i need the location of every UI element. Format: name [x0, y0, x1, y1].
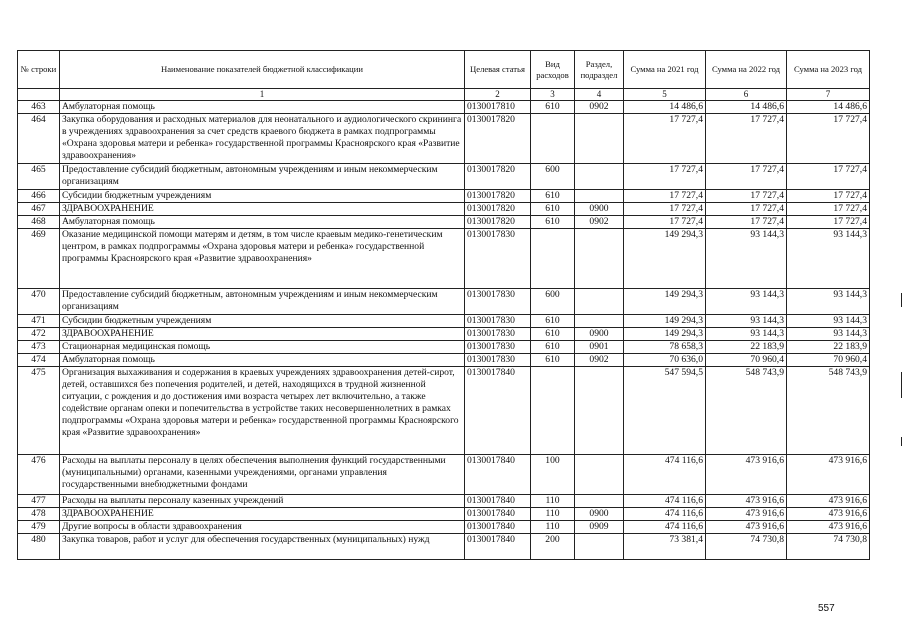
expense-type-cell	[531, 114, 575, 164]
scan-edge-mark	[901, 437, 902, 446]
row-number-cell: 470	[18, 289, 60, 315]
row-number-cell: 473	[18, 341, 60, 354]
row-number-cell: 466	[18, 190, 60, 203]
indicator-name-cell: Организация выхаживания и содержания в краевых учреждениях здравоохранения детей-сирот, детей, оставшихся без попечения родителей, и детей, находящихся в трудной жизненной ситуации, с рождения и до достижения ими возраста четырех лет включительно, а также содействие органам опеки и попечительства в устройстве таких несовершеннолетних в рамках подпрограммы «Охрана здоровья матери и ребенка» государственной программы Красноярского края «Развитие здравоохранения»	[60, 367, 465, 455]
table-row	[18, 190, 870, 203]
sum-2023-cell: 548 743,9	[787, 367, 870, 455]
sum-2023-cell: 93 144,3	[787, 315, 870, 328]
sum-2021-cell: 14 486,6	[624, 101, 706, 114]
indicator-name-cell: Расходы на выплаты персоналу в целях обеспечения выполнения функций государственными (муниципальными) органами, казенными учреждениями, органами управления государственными внебюджетными фондами	[60, 455, 465, 495]
row-number-cell: 474	[18, 354, 60, 367]
sum-2022-cell: 473 916,6	[706, 455, 787, 495]
header-sum-2021: Сумма на 2021 год	[624, 51, 706, 89]
target-article-cell: 0130017830	[465, 328, 531, 341]
section-cell	[575, 315, 624, 328]
sum-2023-cell: 17 727,4	[787, 114, 870, 164]
sum-2023-cell: 74 730,8	[787, 534, 870, 560]
expense-type-cell: 610	[531, 315, 575, 328]
target-article-cell: 0130017840	[465, 508, 531, 521]
section-cell: 0901	[575, 341, 624, 354]
section-cell: 0900	[575, 508, 624, 521]
indicator-name-cell: ЗДРАВООХРАНЕНИЕ	[60, 508, 465, 521]
indicator-name-cell: ЗДРАВООХРАНЕНИЕ	[60, 328, 465, 341]
sum-2023-cell: 17 727,4	[787, 216, 870, 229]
row-number-cell: 467	[18, 203, 60, 216]
section-cell	[575, 114, 624, 164]
indicator-name-cell: Стационарная медицинская помощь	[60, 341, 465, 354]
sum-2021-cell: 474 116,6	[624, 508, 706, 521]
column-number: 6	[706, 89, 787, 101]
scan-edge-mark	[901, 293, 902, 307]
row-number-cell: 463	[18, 101, 60, 114]
sum-2023-cell: 473 916,6	[787, 455, 870, 495]
expense-type-cell: 610	[531, 203, 575, 216]
header-indicator-name: Наименование показателей бюджетной классификации	[60, 51, 465, 89]
row-number-cell: 468	[18, 216, 60, 229]
sum-2022-cell: 473 916,6	[706, 495, 787, 508]
section-cell: 0902	[575, 354, 624, 367]
expense-type-cell: 610	[531, 101, 575, 114]
table-header-row	[18, 51, 870, 89]
indicator-name-cell: Субсидии бюджетным учреждениям	[60, 315, 465, 328]
row-number-cell: 471	[18, 315, 60, 328]
table-row	[18, 354, 870, 367]
section-cell	[575, 229, 624, 289]
indicator-name-cell: Закупка товаров, работ и услуг для обеспечения государственных (муниципальных) нужд	[60, 534, 465, 560]
target-article-cell: 0130017840	[465, 367, 531, 455]
table-row	[18, 203, 870, 216]
sum-2022-cell: 473 916,6	[706, 508, 787, 521]
indicator-name-cell: Расходы на выплаты персоналу казенных учреждений	[60, 495, 465, 508]
sum-2023-cell: 22 183,9	[787, 341, 870, 354]
indicator-name-cell: ЗДРАВООХРАНЕНИЕ	[60, 203, 465, 216]
header-sum-2022: Сумма на 2022 год	[706, 51, 787, 89]
column-number-row	[18, 89, 870, 101]
table-row	[18, 114, 870, 164]
row-number-cell: 464	[18, 114, 60, 164]
section-cell	[575, 367, 624, 455]
sum-2021-cell: 474 116,6	[624, 495, 706, 508]
expense-type-cell	[531, 229, 575, 289]
table-row	[18, 101, 870, 114]
header-section: Раздел, подраздел	[575, 51, 624, 89]
expense-type-cell: 110	[531, 508, 575, 521]
expense-type-cell: 600	[531, 164, 575, 190]
sum-2021-cell: 17 727,4	[624, 203, 706, 216]
sum-2021-cell: 149 294,3	[624, 315, 706, 328]
sum-2023-cell: 17 727,4	[787, 190, 870, 203]
target-article-cell: 0130017840	[465, 534, 531, 560]
column-number	[18, 89, 60, 101]
sum-2022-cell: 17 727,4	[706, 164, 787, 190]
sum-2023-cell: 93 144,3	[787, 289, 870, 315]
sum-2021-cell: 17 727,4	[624, 164, 706, 190]
table-row	[18, 229, 870, 289]
section-cell	[575, 164, 624, 190]
target-article-cell: 0130017830	[465, 229, 531, 289]
target-article-cell: 0130017820	[465, 114, 531, 164]
row-number-cell: 469	[18, 229, 60, 289]
table-row	[18, 164, 870, 190]
sum-2022-cell: 17 727,4	[706, 190, 787, 203]
table-row	[18, 289, 870, 315]
section-cell	[575, 190, 624, 203]
sum-2023-cell: 70 960,4	[787, 354, 870, 367]
row-number-cell: 476	[18, 455, 60, 495]
sum-2022-cell: 93 144,3	[706, 229, 787, 289]
indicator-name-cell: Амбулаторная помощь	[60, 216, 465, 229]
expense-type-cell: 610	[531, 190, 575, 203]
table-row	[18, 455, 870, 495]
expense-type-cell: 100	[531, 455, 575, 495]
row-number-cell: 478	[18, 508, 60, 521]
table-row	[18, 508, 870, 521]
sum-2023-cell: 17 727,4	[787, 203, 870, 216]
sum-2021-cell: 17 727,4	[624, 216, 706, 229]
sum-2023-cell: 473 916,6	[787, 521, 870, 534]
target-article-cell: 0130017830	[465, 341, 531, 354]
target-article-cell: 0130017840	[465, 455, 531, 495]
sum-2021-cell: 149 294,3	[624, 289, 706, 315]
sum-2022-cell: 548 743,9	[706, 367, 787, 455]
indicator-name-cell: Закупка оборудования и расходных материалов для неонатального и аудиологического скрининга в учреждениях здравоохранения за счет средств краевого бюджета в рамках подпрограммы «Охрана здоровья матери и ребенка» государственной программы Красноярского края «Развитие здравоохранения»	[60, 114, 465, 164]
target-article-cell: 0130017820	[465, 164, 531, 190]
row-number-cell: 477	[18, 495, 60, 508]
expense-type-cell: 610	[531, 328, 575, 341]
sum-2022-cell: 93 144,3	[706, 289, 787, 315]
row-number-cell: 472	[18, 328, 60, 341]
row-number-cell: 465	[18, 164, 60, 190]
sum-2022-cell: 74 730,8	[706, 534, 787, 560]
budget-table	[17, 50, 870, 560]
section-cell	[575, 455, 624, 495]
target-article-cell: 0130017820	[465, 216, 531, 229]
sum-2023-cell: 473 916,6	[787, 495, 870, 508]
target-article-cell: 0130017840	[465, 495, 531, 508]
indicator-name-cell: Субсидии бюджетным учреждениям	[60, 190, 465, 203]
sum-2023-cell: 93 144,3	[787, 229, 870, 289]
expense-type-cell	[531, 367, 575, 455]
column-number: 1	[60, 89, 465, 101]
indicator-name-cell: Предоставление субсидий бюджетным, автономным учреждениям и иным некоммерческим организациям	[60, 164, 465, 190]
column-number: 7	[787, 89, 870, 101]
sum-2023-cell: 14 486,6	[787, 101, 870, 114]
table-row	[18, 341, 870, 354]
table-row	[18, 367, 870, 455]
sum-2022-cell: 22 183,9	[706, 341, 787, 354]
section-cell: 0900	[575, 328, 624, 341]
target-article-cell: 0130017840	[465, 521, 531, 534]
indicator-name-cell: Другие вопросы в области здравоохранения	[60, 521, 465, 534]
expense-type-cell: 600	[531, 289, 575, 315]
section-cell: 0900	[575, 203, 624, 216]
indicator-name-cell: Амбулаторная помощь	[60, 101, 465, 114]
row-number-cell: 480	[18, 534, 60, 560]
table-row	[18, 216, 870, 229]
sum-2021-cell: 149 294,3	[624, 328, 706, 341]
expense-type-cell: 610	[531, 216, 575, 229]
row-number-cell: 475	[18, 367, 60, 455]
column-number: 5	[624, 89, 706, 101]
sum-2022-cell: 17 727,4	[706, 216, 787, 229]
sum-2021-cell: 78 658,3	[624, 341, 706, 354]
section-cell	[575, 289, 624, 315]
page-number: 557	[818, 603, 835, 614]
section-cell	[575, 495, 624, 508]
expense-type-cell: 200	[531, 534, 575, 560]
section-cell: 0902	[575, 101, 624, 114]
section-cell: 0902	[575, 216, 624, 229]
indicator-name-cell: Предоставление субсидий бюджетным, автономным учреждениям и иным некоммерческим организациям	[60, 289, 465, 315]
expense-type-cell: 610	[531, 341, 575, 354]
column-number: 2	[465, 89, 531, 101]
column-number: 3	[531, 89, 575, 101]
table-row	[18, 495, 870, 508]
sum-2022-cell: 93 144,3	[706, 328, 787, 341]
column-number: 4	[575, 89, 624, 101]
sum-2021-cell: 149 294,3	[624, 229, 706, 289]
row-number-cell: 479	[18, 521, 60, 534]
table-row	[18, 534, 870, 560]
indicator-name-cell: Оказание медицинской помощи матерям и детям, в том числе краевым медико-генетическим центром, в рамках подпрограммы «Охрана здоровья матери и ребенка» государственной программы Красноярского края «Развитие здравоохранения»	[60, 229, 465, 289]
table-row	[18, 315, 870, 328]
scan-edge-mark	[901, 372, 902, 398]
sum-2022-cell: 70 960,4	[706, 354, 787, 367]
sum-2022-cell: 93 144,3	[706, 315, 787, 328]
sum-2023-cell: 93 144,3	[787, 328, 870, 341]
indicator-name-cell: Амбулаторная помощь	[60, 354, 465, 367]
target-article-cell: 0130017830	[465, 315, 531, 328]
sum-2022-cell: 473 916,6	[706, 521, 787, 534]
target-article-cell: 0130017820	[465, 190, 531, 203]
sum-2022-cell: 17 727,4	[706, 203, 787, 216]
header-sum-2023: Сумма на 2023 год	[787, 51, 870, 89]
header-expense-type: Вид расходов	[531, 51, 575, 89]
target-article-cell: 0130017830	[465, 289, 531, 315]
table-row	[18, 328, 870, 341]
sum-2023-cell: 17 727,4	[787, 164, 870, 190]
sum-2021-cell: 17 727,4	[624, 190, 706, 203]
sum-2021-cell: 73 381,4	[624, 534, 706, 560]
sum-2022-cell: 17 727,4	[706, 114, 787, 164]
expense-type-cell: 110	[531, 495, 575, 508]
table-body	[18, 101, 870, 560]
target-article-cell: 0130017830	[465, 354, 531, 367]
sum-2021-cell: 70 636,0	[624, 354, 706, 367]
sum-2021-cell: 17 727,4	[624, 114, 706, 164]
sum-2022-cell: 14 486,6	[706, 101, 787, 114]
table-row	[18, 521, 870, 534]
sum-2021-cell: 474 116,6	[624, 521, 706, 534]
sum-2021-cell: 547 594,5	[624, 367, 706, 455]
target-article-cell: 0130017820	[465, 203, 531, 216]
section-cell	[575, 534, 624, 560]
section-cell: 0909	[575, 521, 624, 534]
header-target-article: Целевая статья	[465, 51, 531, 89]
target-article-cell: 0130017810	[465, 101, 531, 114]
expense-type-cell: 110	[531, 521, 575, 534]
sum-2021-cell: 474 116,6	[624, 455, 706, 495]
expense-type-cell: 610	[531, 354, 575, 367]
sum-2023-cell: 473 916,6	[787, 508, 870, 521]
header-row-number: № строки	[18, 51, 60, 89]
